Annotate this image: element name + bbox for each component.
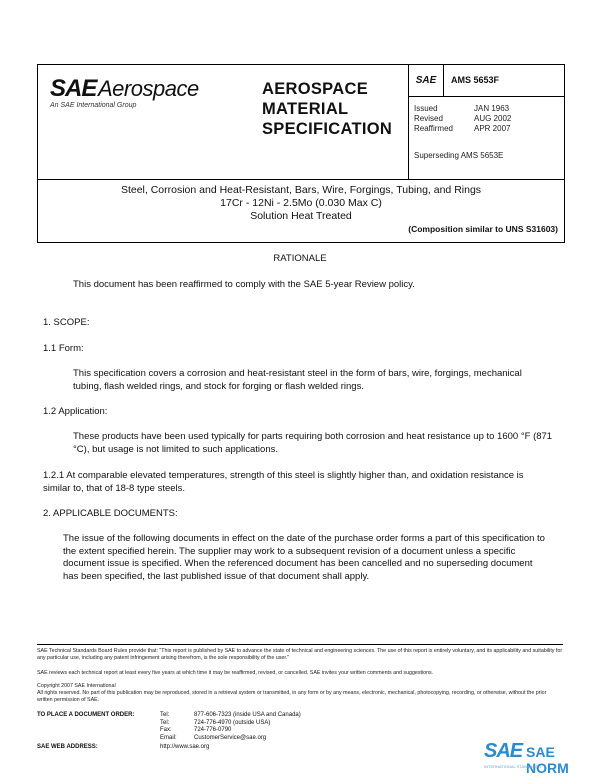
date-row-issued: Issued JAN 1963 (414, 104, 510, 113)
issue-dates (414, 104, 511, 134)
contact-tel-outside: 724-776-4970 (outside USA) (194, 719, 271, 726)
footer-rules-text: SAE Technical Standards Board Rules provide that: "This report is published by SAE to advance the state of technical and engineering sciences. The use of this report is entirely voluntary, and its applicability and suitability for any particular use, including any patent infringement arising therefrom, is the sole responsibility of the user." (37, 648, 563, 661)
superseding-note: Superseding AMS 5653E (414, 151, 504, 160)
sae-norm-watermark (484, 740, 594, 776)
document-title-box (37, 178, 565, 243)
title-line-1: AEROSPACE (262, 80, 368, 98)
rationale-text: This document has been reaffirmed to comply with the SAE 5-year Review policy. (73, 279, 415, 290)
document-title-line-2: 17Cr - 12Ni - 2.5Mo (0.030 Max C) (220, 197, 382, 209)
title-line-2: MATERIAL (262, 100, 349, 118)
logo-subtitle: An SAE International Group (50, 102, 137, 109)
section-2-text: The issue of the following documents in effect on the date of the purchase order forms a part of this specification to the extent specified herein. The supplier may work to a subsequent revision of a document unless a specific document issue is specified. When the referenced document has been cancelled and no superseding document has been specified, the last published issue of that document shall apply. (63, 533, 545, 582)
composition-note: (Composition similar to UNS S31603) (408, 224, 558, 234)
section-1-2-heading: 1.2 Application: (43, 406, 108, 417)
footer-copyright: Copyright 2007 SAE International (37, 683, 116, 689)
title-line-3: SPECIFICATION (262, 120, 393, 138)
section-1-heading: 1. SCOPE: (43, 317, 90, 328)
document-info-cell (408, 65, 565, 179)
contact-tel-inside: 877-606-7323 (inside USA and Canada) (194, 712, 301, 718)
section-1-1-heading: 1.1 Form: (43, 343, 84, 354)
document-title-line-3: Solution Heat Treated (250, 210, 352, 222)
contact-values (194, 712, 301, 742)
contact-fax: 724-776-0790 (194, 727, 232, 733)
footer-rights-text: All rights reserved. No part of this publication may be reproduced, stored in a retrieval system or transmitted, in any form or by any means, electronic, mechanical, photocopying, recording, or otherwise, without the prior written permission of SAE. (37, 690, 547, 703)
document-title-line-1: Steel, Corrosion and Heat-Resistant, Bars, Wire, Forgings, Tubing, and Rings (120, 184, 482, 196)
order-label: TO PLACE A DOCUMENT ORDER: (37, 712, 135, 718)
section-2-heading: 2. APPLICABLE DOCUMENTS: (43, 508, 178, 519)
logo-sae-text: SAE (50, 75, 97, 102)
sae-aerospace-logo (38, 65, 254, 179)
watermark-norm: SAE NORM (526, 744, 569, 776)
web-address-link[interactable]: http://www.sae.org (160, 744, 210, 750)
ams-number: AMS 5653F (451, 75, 500, 85)
web-address-label: SAE WEB ADDRESS: (37, 744, 98, 750)
spec-type-title (262, 79, 412, 139)
footer-divider (37, 644, 563, 645)
date-row-reaffirmed: Reaffirmed APR 2007 (414, 124, 511, 133)
contact-keys: Tel: Tel: Fax: Email: (160, 712, 177, 741)
sae-mini-logo: SAE (409, 65, 444, 96)
section-1-2-1-text: 1.2.1 At comparable elevated temperatures, strength of this steel is slightly higher than, and oxidation resistance is similar to, that of 18-8 type steels. (43, 470, 524, 494)
rationale-heading: RATIONALE (273, 253, 327, 264)
logo-aerospace-text: Aerospace (98, 76, 199, 101)
document-header (37, 64, 565, 180)
section-1-1-text: This specification covers a corrosion and heat-resistant steel in the form of bars, wire, forgings, mechanical tubing, flash welded rings, and stock for forging or flash welded rings. (73, 368, 522, 392)
watermark-sae: SAE (484, 740, 523, 762)
footer-review-text: SAE reviews each technical report at least every five years at which time it may be reaffirmed, revised, or cancelled. SAE invites your written comments and suggestions. (37, 670, 434, 676)
contact-email[interactable]: CustomerService@sae.org (194, 734, 267, 741)
date-row-revised: Revised AUG 2002 (414, 114, 512, 123)
ams-number-row (409, 65, 565, 97)
section-1-2-text: These products have been used typically for parts requiring both corrosion and heat resistance up to 1600 °F (871 °C), but usage is not limited to such applications. (73, 431, 553, 455)
watermark-tagline: INTERNATIONAL STANDARDS (484, 764, 542, 769)
